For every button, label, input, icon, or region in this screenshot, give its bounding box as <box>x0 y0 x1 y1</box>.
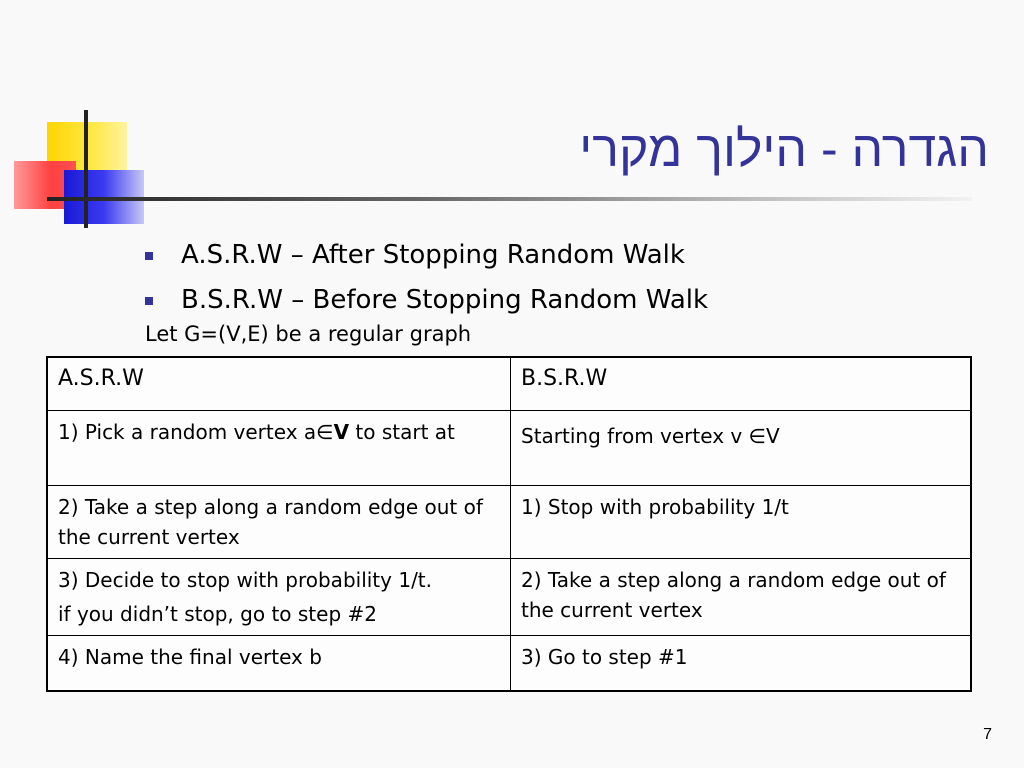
bullet-text: A.S.R.W – After Stopping Random Walk <box>181 240 685 270</box>
table-cell: Starting from vertex v ∈V <box>511 411 972 486</box>
header-cell: B.S.R.W <box>511 357 972 411</box>
table-cell: 4) Name the final vertex b <box>47 636 511 692</box>
bullet-item <box>145 233 708 278</box>
bullet-list <box>145 233 708 323</box>
bullet-text: B.S.R.W – Before Stopping Random Walk <box>181 285 709 315</box>
page-number: 7 <box>983 726 992 743</box>
table-row <box>47 486 971 559</box>
graph-note: Let G=(V,E) be a regular graph <box>145 322 472 346</box>
comparison-table <box>46 356 972 692</box>
table-cell: 2) Take a step along a random edge out of the current vertex <box>47 486 511 559</box>
table-row <box>47 411 971 486</box>
bullet-item <box>145 278 708 323</box>
table-header-row <box>47 357 971 411</box>
table-cell: 1) Pick a random vertex a∈V to start at <box>47 411 511 486</box>
table-cell: 2) Take a step along a random edge out of the current vertex <box>511 559 972 636</box>
table-cell: 1) Stop with probability 1/t <box>511 486 972 559</box>
table-row <box>47 559 971 636</box>
vertical-line <box>84 110 88 228</box>
bullet-square-icon <box>145 297 153 305</box>
decorative-logo <box>0 0 160 240</box>
title-underline <box>47 197 972 201</box>
header-cell: A.S.R.W <box>47 357 511 411</box>
table-cell: 3) Go to step #1 <box>511 636 972 692</box>
slide-title: הגדרה - הילוך מקרי <box>579 121 989 177</box>
table-row <box>47 636 971 692</box>
table-cell: 3) Decide to stop with probability 1/t. if you didn’t stop, go to step #2 <box>47 559 511 636</box>
bullet-square-icon <box>145 252 153 260</box>
